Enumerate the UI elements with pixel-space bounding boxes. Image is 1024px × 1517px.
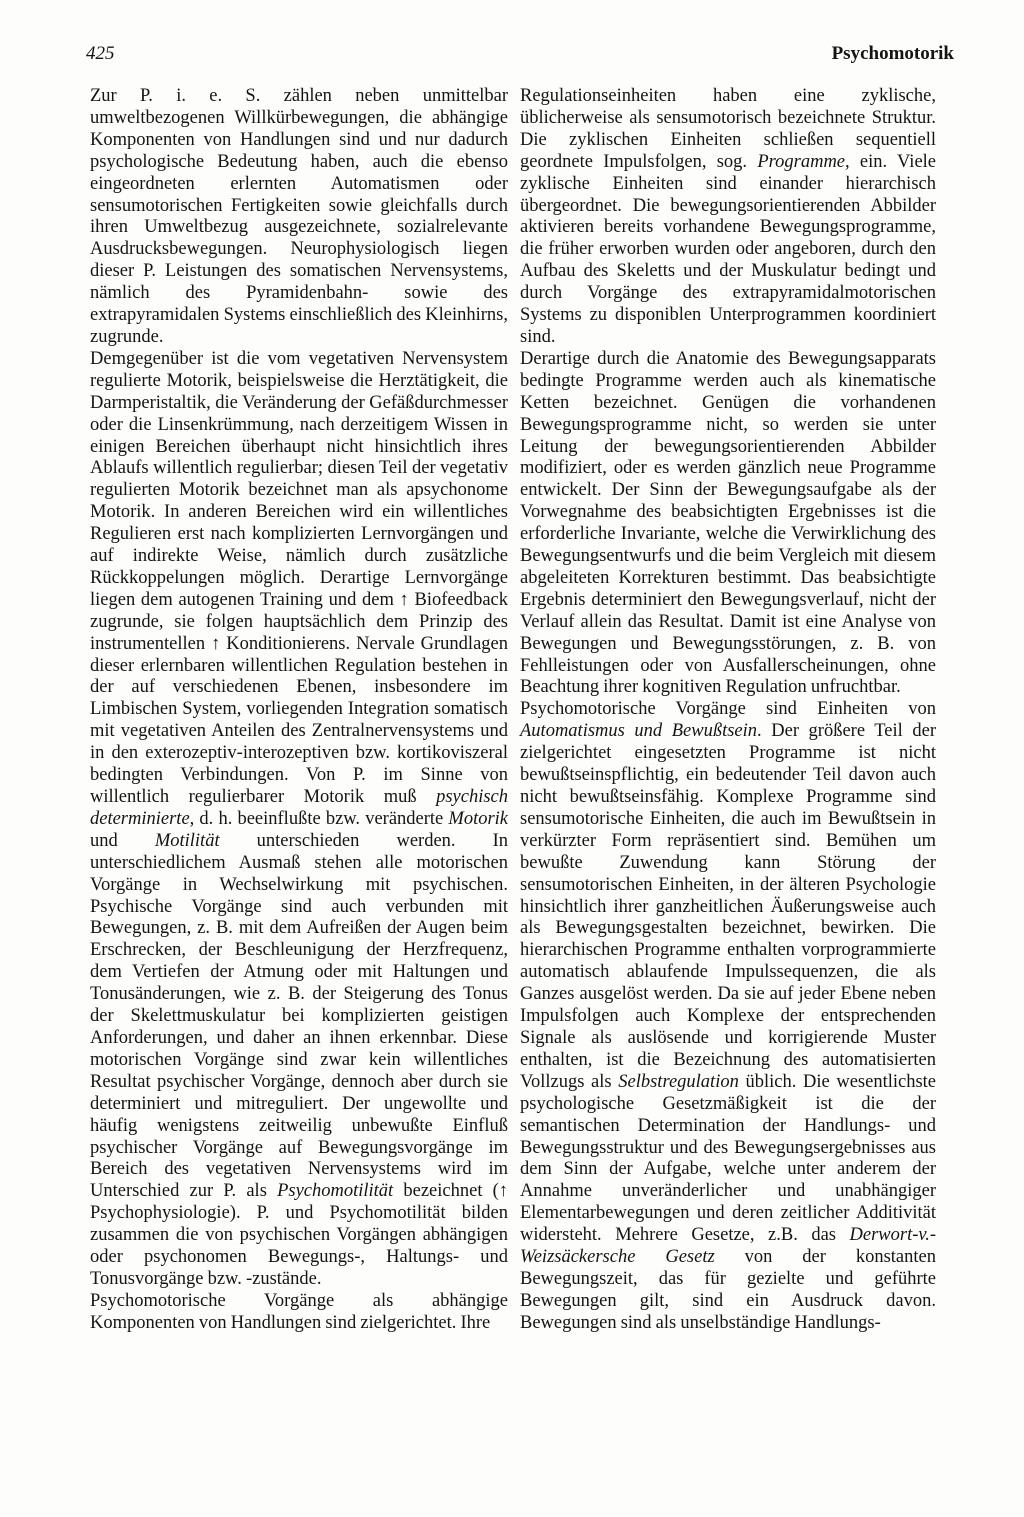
text-run: Regulationseinheiten haben eine zyklische, üblicherweise als sensumotorisch bezeichnete Struktur. Die zyklischen Einheiten schließen sequentiell geordnete Impulsfolgen, sog. [520, 86, 936, 172]
text-run: . Der größere Teil der zielgerichtet eingesetzten Programme ist nicht bewußtseinspflichtig, ein bedeutender Teil davon auch nicht bewußtseinsfähig. Komplexe Programme sind sensumotorische Einheiten, die auch im Bewußtsein in verkürzter Form repräsentiert sind. Bemühen um bewußte Zuwendung kann Störung der sensumotorischen Einheiten, in der älteren Psychologie hinsichtlich ihrer ganzheitlichen Äußerungsweise auch als Bewegungsgestalten bezeichnet, bewirken. Die hierarchischen Programme enthalten vorprogrammierte automatisch ablaufende Impulssequenzen, die als Ganzes ausgelöst werden. Da sie auf jeder Ebene neben Impulsfolgen auch Komplexe der entsprechenden Signale als auslösende und korrigierende Muster enthalten, ist die Bezeichnung des automatisierten Vollzugs als [520, 721, 936, 1092]
text-run: unterschieden werden. In unterschiedlichem Ausmaß stehen alle motorischen Vorgänge in Wechselwirkung mit psychischen. Psychische Vorgänge sind auch verbunden mit Bewegungen, z. B. mit dem Aufreißen der Augen beim Erschrecken, der Beschleunigung der Herzfrequenz, dem Vertiefen der Atmung oder mit Haltungen und Tonusänderungen, wie z. B. der Steigerung des Tonus der Skelettmuskulatur bei komplizierten geistigen Anforderungen, und daher an ihnen erkennbar. Diese motorischen Vorgänge sind zwar kein willentliches Resultat psychischer Vorgänge, dennoch aber durch sie determiniert und mitreguliert. Der ungewollte und häufig wenigstens zeitweilig unbewußte Einfluß psychischer Vorgänge auf Bewegungsvorgänge im Bereich des vegetativen Nervensystems wird im Unterschied zur P. als [90, 830, 509, 1202]
page-number: 425 [86, 43, 115, 64]
emphasis: Programme [757, 151, 846, 172]
text-run: Demgegenüber ist die vom vegetativen Nervensystem regulierte Motorik, beispielsweise die Herztätigkeit, die Darmperistaltik, die Veränderung der Gefäßdurchmesser oder die Linsenkrümmung, nach derzeitigem Wissen in einigen Bereichen überhaupt nicht hinsichtlich ihres Ablaufs willentlich regulierbar; diesen Teil der vegetativ regulierten Motorik bezeichnet man als apsychonome Motorik. In anderen Bereichen wird ein willentliches Regulieren erst nach komplizierten Lernvorgängen und auf indirekte Weise, nämlich durch zusätzliche Rückkoppelungen möglich. Derartige Lernvorgänge liegen dem autogenen Training und dem ↑ Biofeedback zugrunde, sie folgen hauptsächlich dem Prinzip des instrumentellen ↑ Konditionierens. Nervale Grundlagen dieser erlernbaren willentlichen Regulation bestehen in der auf verschiedenen Ebenen, insbesondere im Limbischen System, vorliegenden Integration somatisch mit vegetativen Anteilen des Zentralnervensystems und in den exterozeptiv-interozeptiven bzw. kortikoviszeral bedingten Verbindungen. Von P. im Sinne von willentlich regulierbarer Motorik muß [90, 348, 508, 807]
running-head: Psychomotorik [831, 43, 954, 64]
text-run: , d. h. beeinflußte bzw. veränderte [189, 808, 444, 829]
emphasis: Psychomotilität [277, 1181, 394, 1202]
text-run: üblich. Die wesentlichste psychologische Gesetzmäßigkeit ist die der semantischen Determination der Handlungs- und Bewegungsstruktur und des Bewegungsergebnisses aus dem Sinn der Aufgabe, welche unter anderem der Annahme unveränderlicher und unabhängiger Elementarbewegungen und deren zeitlicher Additivität widersteht. Mehrere Gesetze, z.B. das [520, 1071, 936, 1246]
paragraph-zielgerichtet [90, 1291, 508, 1335]
emphasis: Derwort-v.-Weizsäckersche Gesetz [520, 1225, 936, 1268]
text-run: Psychomotorische Vorgänge als abhängige Komponenten von Handlungen sind zielgerichtet. Ihre [90, 1290, 508, 1333]
text-run: und [90, 830, 118, 851]
emphasis: Motilität [154, 830, 220, 851]
emphasis: psychisch determinierte [90, 787, 509, 829]
text-run: bezeichnet (↑ Psychophysiologie). P. und Psychomotilität bilden zusammen die von psychischen Vorgängen abhängigen oder psychonomen Bewegungs-, Haltungs- und Tonusvorgänge bzw. -zustände. [90, 1181, 509, 1289]
right-column [520, 86, 936, 1335]
text-run: von der konstanten Bewegungszeit, das für gezielte und geführte Bewegungen gilt, sind ein Ausdruck davon. Bewegungen sind als unselbständige Handlungs- [520, 1247, 936, 1333]
emphasis: Motorik [448, 808, 509, 829]
text-run: Derartige durch die Anatomie des Bewegungsapparats bedingte Programme werden auch als kinematische Ketten bezeichnet. Genügen die vorhandenen Bewegungsprogramme nicht, so werden sie unter Leitung der bewegungsorientierenden Abbilder modifiziert, oder es werden gänzlich neue Programme entwickelt. Der Sinn der Bewegungsaufgabe als der Vorwegnahme des beabsichtigten Ergebnisses ist die erforderliche Invariante, welche die Verwirklichung des Bewegungsentwurfs und die beim Vergleich mit diesem abgeleiteten Korrekturen bestimmt. Das beabsichtigte Ergebnis determiniert den Bewegungsverlauf, nicht der Verlauf allein das Resultat. Damit ist eine Analyse von Bewegungen und Bewegungsstörungen, z. B. von Fehlleistungen oder von Ausfallerscheinungen, ohne Beachtung ihrer kognitiven Regulation unfruchtbar. [520, 348, 936, 698]
paragraph-kinematische-ketten [520, 349, 936, 700]
left-column [90, 86, 508, 1335]
text-run: Psychomotorische Vorgänge sind Einheiten von [520, 699, 936, 720]
emphasis: Automatismus und Bewußtsein [520, 721, 758, 742]
emphasis: Selbstregulation [618, 1071, 739, 1092]
text-run: , ein. Viele zyklische Einheiten sind einander hierarchisch übergeordnet. Die bewegungsorientierenden Abbilder aktivieren bereits vorhandene Bewegungsprogramme, die früher erworben wurden oder angeboren, durch den Aufbau des Skeletts und der Muskulatur bedingt und durch Vorgänge des extrapyramidalmotorischen Systems zu disponiblen Unterprogrammen koordiniert sind. [520, 151, 937, 347]
text-run: Zur P. i. e. S. zählen neben unmittelbar umweltbezogenen Willkürbewegungen, die abhängige Komponenten von Handlungen sind und nur dadurch psychologische Bedeutung haben, auch die ebenso eingeordneten erlernten Automatismen oder sensumotorischen Fertigkeiten sowie gleichfalls durch ihren Umweltbezug ausgezeichnete, sozialrelevante Ausdrucksbewegungen. Neurophysiologisch liegen dieser P. Leistungen des somatischen Nervensystems, nämlich des Pyramidenbahn- sowie des extrapyramidalen Systems einschließlich des Kleinhirns, zugrunde. [90, 86, 508, 347]
paragraph-definition [90, 86, 508, 349]
paragraph-regulationseinheiten [520, 86, 936, 349]
paragraph-vegetative-motorik [90, 349, 508, 1291]
paragraph-automatismus [520, 699, 936, 1334]
